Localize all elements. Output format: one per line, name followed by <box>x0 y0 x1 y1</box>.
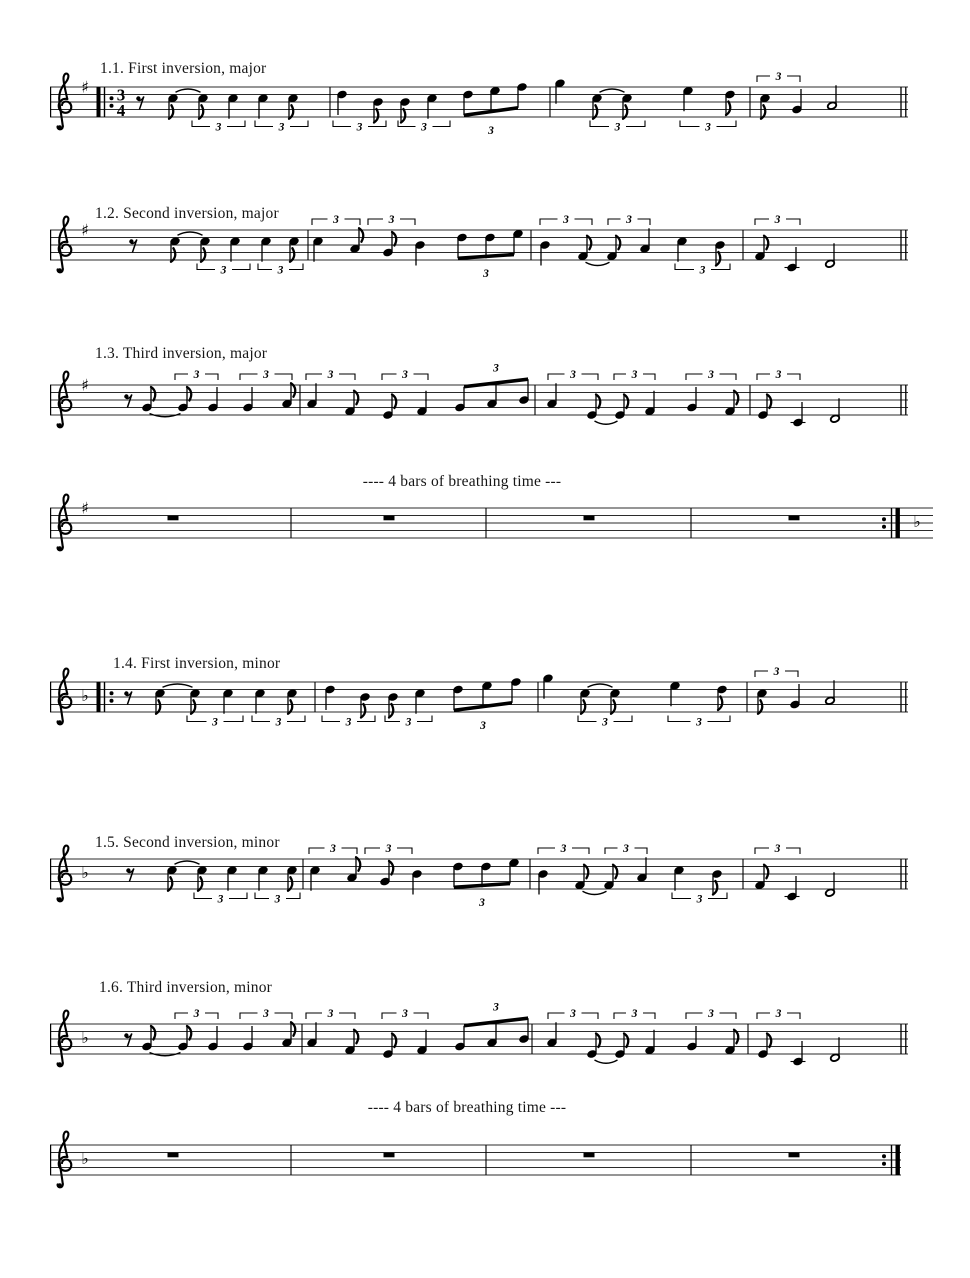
triplet-bracket <box>540 214 592 226</box>
key-signature-sharp-icon: ♯ <box>81 498 89 518</box>
note <box>830 1037 840 1062</box>
tie-arc <box>595 421 618 424</box>
system-title: 1.5. Second inversion, minor <box>95 834 280 851</box>
repeat-dot <box>882 517 886 521</box>
triplet-bracket <box>306 369 355 381</box>
note <box>178 1026 191 1051</box>
treble-clef-icon <box>58 372 72 428</box>
tie-arc <box>600 89 625 92</box>
triplet-number: 3 <box>696 716 702 729</box>
staff-system-1-2 <box>50 214 908 280</box>
whole-rest-icon <box>584 1153 595 1158</box>
triplet-number: 3 <box>699 264 706 277</box>
triplet-number: 3 <box>493 362 499 375</box>
staff-system-1-4 <box>50 666 908 732</box>
note <box>310 866 320 891</box>
triplet-number: 3 <box>570 369 576 381</box>
triplet-bracket <box>385 716 432 729</box>
triplet-bracket <box>668 716 730 729</box>
triplet-bracket <box>365 843 412 855</box>
repeat-end-thick-bar <box>896 508 900 538</box>
note <box>825 680 835 705</box>
eighth-rest-icon <box>136 96 144 109</box>
time-signature-denominator: 4 <box>116 101 126 120</box>
triplet-bracket <box>755 666 798 678</box>
note <box>725 1030 738 1055</box>
triplet-number: 3 <box>696 893 703 906</box>
note <box>715 241 725 266</box>
triplet-number: 3 <box>614 121 621 134</box>
beamed-triplet <box>455 363 529 412</box>
eighth-rest-icon <box>124 691 132 704</box>
staff-system-1-6 <box>50 1002 908 1067</box>
triplet-number: 3 <box>402 1008 408 1020</box>
note <box>400 98 410 123</box>
note <box>825 872 835 897</box>
note <box>790 684 800 709</box>
triplet-number: 3 <box>215 121 222 134</box>
eighth-rest-icon <box>124 394 132 407</box>
note <box>190 689 200 714</box>
note <box>227 866 237 891</box>
triplet-number: 3 <box>560 843 567 855</box>
repeat-dot <box>110 691 114 695</box>
note <box>282 1022 295 1047</box>
repeat-dot <box>110 104 114 108</box>
note <box>383 232 396 257</box>
triplet-bracket <box>757 1008 800 1020</box>
triplet-bracket <box>578 716 632 729</box>
triplet-bracket <box>175 1008 218 1020</box>
triplet-bracket <box>197 264 250 277</box>
triplet-number: 3 <box>483 268 489 280</box>
note <box>313 237 323 262</box>
whole-rest-icon <box>384 1153 395 1158</box>
note <box>637 857 647 882</box>
note <box>383 395 396 420</box>
note <box>417 1030 427 1055</box>
key-signature-sharp-icon: ♯ <box>81 77 89 97</box>
note <box>360 693 370 718</box>
note <box>610 689 620 714</box>
note <box>288 94 298 119</box>
repeat-start-barline <box>97 682 101 712</box>
note <box>538 870 548 895</box>
note <box>640 228 650 253</box>
note <box>830 398 840 423</box>
triplet-number: 3 <box>631 1008 638 1020</box>
note <box>622 94 632 119</box>
treble-clef-icon <box>58 846 72 902</box>
eighth-rest-icon <box>126 868 134 881</box>
note <box>725 90 735 115</box>
note <box>683 86 693 111</box>
note <box>383 1034 396 1059</box>
note <box>791 402 806 427</box>
triplet-number: 3 <box>626 214 632 226</box>
whole-rest-icon <box>168 1153 179 1158</box>
note <box>261 237 271 262</box>
system-title: 1.6. Third inversion, minor <box>99 979 273 996</box>
triplet-number: 3 <box>345 716 352 729</box>
note <box>578 236 591 261</box>
note <box>287 689 297 714</box>
note <box>687 387 697 412</box>
note <box>645 391 655 416</box>
note <box>543 674 553 699</box>
note <box>345 391 358 416</box>
key-signature-flat-icon: ♭ <box>81 1028 89 1047</box>
staff-system-1-5 <box>50 843 908 909</box>
note <box>208 387 218 412</box>
triplet-number: 3 <box>479 897 485 909</box>
note <box>645 1030 655 1055</box>
system-title: ---- 4 bars of breathing time --- <box>362 473 562 490</box>
triplet-number: 3 <box>488 125 494 137</box>
triplet-number: 3 <box>480 720 486 732</box>
triplet-number: 3 <box>775 369 782 381</box>
key-signature-sharp-icon: ♯ <box>81 375 89 395</box>
repeat-dot <box>882 525 886 529</box>
note <box>258 866 268 891</box>
triplet-bracket <box>255 121 308 134</box>
tie-arc <box>163 684 193 687</box>
note <box>785 247 800 272</box>
note <box>307 1022 317 1047</box>
note <box>200 237 210 262</box>
note <box>717 685 727 710</box>
note <box>178 387 191 412</box>
triplet-bracket <box>614 1008 655 1020</box>
note <box>792 89 802 114</box>
triplet-bracket <box>686 369 736 381</box>
triplet-number: 3 <box>274 893 281 906</box>
triplet-number: 3 <box>278 121 285 134</box>
note <box>167 866 177 891</box>
staff-system-rest-1 <box>50 495 933 551</box>
triplet-bracket <box>538 843 589 855</box>
note <box>687 1026 697 1051</box>
triplet-number: 3 <box>217 893 224 906</box>
system-title: 1.1. First inversion, major <box>100 60 267 77</box>
note <box>142 387 155 412</box>
triplet-bracket <box>755 214 800 226</box>
whole-rest-icon <box>789 516 800 521</box>
treble-clef-icon <box>58 495 72 551</box>
repeat-end-thick-bar <box>896 1145 900 1175</box>
triplet-bracket <box>240 369 292 381</box>
whole-rest-icon <box>168 516 179 521</box>
repeat-start-barline <box>97 87 101 117</box>
triplet-bracket <box>757 71 800 83</box>
triplet-number: 3 <box>385 843 392 855</box>
triplet-number: 3 <box>602 716 608 729</box>
treble-clef-icon <box>58 74 72 130</box>
note <box>347 857 360 882</box>
triplet-bracket <box>614 369 655 381</box>
triplet-bracket <box>252 716 305 729</box>
triplet-number: 3 <box>193 1008 200 1020</box>
triplet-bracket <box>755 843 800 855</box>
triplet-bracket <box>194 893 247 906</box>
triplet-bracket <box>548 1008 598 1020</box>
tie-arc <box>586 262 610 265</box>
beamed-triplet <box>453 858 519 909</box>
system-title: ---- 4 bars of breathing time --- <box>367 1099 567 1116</box>
treble-clef-icon <box>58 1132 72 1188</box>
note <box>615 395 628 420</box>
note <box>587 395 600 420</box>
triplet-number: 3 <box>193 369 200 381</box>
triplet-bracket <box>382 369 428 381</box>
system-title: 1.3. Third inversion, major <box>95 345 268 362</box>
note <box>155 689 165 714</box>
triplet-bracket <box>398 121 450 134</box>
note <box>243 387 253 412</box>
triplet-bracket <box>590 121 645 134</box>
tie-arc <box>583 891 607 894</box>
triplet-bracket <box>255 893 300 906</box>
key-signature-flat-icon: ♭ <box>81 863 89 882</box>
note <box>758 1034 771 1059</box>
triplet-number: 3 <box>333 214 339 226</box>
note <box>540 241 550 266</box>
note <box>615 1034 628 1059</box>
staff-system-1-1 <box>50 71 908 137</box>
triplet-bracket <box>258 264 303 277</box>
triplet-number: 3 <box>405 716 412 729</box>
note <box>427 94 437 119</box>
whole-rest-icon <box>384 516 395 521</box>
triplet-number: 3 <box>275 716 282 729</box>
note <box>607 236 620 261</box>
triplet-number: 3 <box>327 1008 334 1020</box>
triplet-bracket <box>368 214 415 226</box>
triplet-number: 3 <box>705 121 711 134</box>
note <box>712 870 722 895</box>
triplet-bracket <box>333 121 386 134</box>
triplet-bracket <box>312 214 360 226</box>
note <box>555 79 565 104</box>
key-signature-flat-icon: ♭ <box>81 686 89 705</box>
note <box>785 876 800 901</box>
note <box>412 870 422 895</box>
note <box>725 391 738 416</box>
courtesy-flat-icon: ♭ <box>913 512 921 531</box>
triplet-number: 3 <box>263 369 269 381</box>
note <box>282 383 295 408</box>
treble-clef-icon <box>58 217 72 273</box>
note <box>208 1026 218 1051</box>
triplet-number: 3 <box>563 214 569 226</box>
note <box>547 383 557 408</box>
note <box>415 689 425 714</box>
triplet-number: 3 <box>263 1008 269 1020</box>
note <box>758 395 771 420</box>
note <box>350 228 363 253</box>
tie-arc <box>595 1060 618 1063</box>
triplet-number: 3 <box>708 1008 714 1020</box>
beamed-triplet <box>455 1002 529 1051</box>
triplet-bracket <box>306 1008 355 1020</box>
triplet-bracket <box>672 893 727 906</box>
note <box>255 689 265 714</box>
eighth-rest-icon <box>129 239 137 252</box>
note <box>307 383 317 408</box>
triplet-number: 3 <box>220 264 227 277</box>
note <box>755 236 768 261</box>
tie-arc <box>176 89 201 92</box>
note <box>760 94 770 119</box>
system-title: 1.4. First inversion, minor <box>113 655 281 672</box>
time-signature-numerator: 3 <box>116 85 126 105</box>
triplet-number: 3 <box>493 1001 499 1014</box>
note <box>547 1022 557 1047</box>
triplet-number: 3 <box>708 369 714 381</box>
triplet-bracket <box>548 369 598 381</box>
note <box>289 237 299 262</box>
system-title: 1.2. Second inversion, major <box>95 205 279 222</box>
note <box>228 94 238 119</box>
note <box>168 94 178 119</box>
triplet-number: 3 <box>277 264 284 277</box>
triplet-number: 3 <box>330 843 336 855</box>
note <box>825 243 835 268</box>
triplet-bracket <box>608 214 650 226</box>
eighth-rest-icon <box>124 1033 132 1046</box>
triplet-bracket <box>680 121 736 134</box>
note <box>592 94 602 119</box>
whole-rest-icon <box>584 516 595 521</box>
note <box>243 1026 253 1051</box>
note <box>587 1034 600 1059</box>
note <box>575 865 588 890</box>
note <box>674 866 684 891</box>
repeat-dot <box>110 96 114 100</box>
triplet-bracket <box>322 716 375 729</box>
triplet-number: 3 <box>631 369 638 381</box>
note <box>604 865 617 890</box>
triplet-bracket <box>605 843 647 855</box>
note <box>170 237 180 262</box>
note <box>380 861 393 886</box>
repeat-dot <box>882 1154 886 1158</box>
note <box>325 685 335 710</box>
note <box>670 681 680 706</box>
triplet-number: 3 <box>212 716 218 729</box>
note <box>415 241 425 266</box>
note <box>388 693 398 718</box>
tie-arc <box>588 684 613 687</box>
tie-arc <box>175 861 200 864</box>
note <box>142 1026 155 1051</box>
whole-rest-icon <box>789 1153 800 1158</box>
triplet-number: 3 <box>402 369 408 381</box>
note <box>337 90 347 115</box>
note <box>345 1030 358 1055</box>
triplet-bracket <box>187 716 243 729</box>
triplet-number: 3 <box>327 369 334 381</box>
triplet-number: 3 <box>623 843 629 855</box>
key-signature-flat-icon: ♭ <box>81 1149 89 1168</box>
triplet-bracket <box>175 369 218 381</box>
note <box>197 866 207 891</box>
triplet-bracket <box>675 264 730 277</box>
triplet-bracket <box>757 369 800 381</box>
triplet-bracket <box>686 1008 736 1020</box>
treble-clef-icon <box>58 669 72 725</box>
note <box>677 237 687 262</box>
triplet-number: 3 <box>356 121 363 134</box>
note <box>223 689 233 714</box>
triplet-number: 3 <box>775 71 782 83</box>
triplet-number: 3 <box>388 214 395 226</box>
note <box>757 689 767 714</box>
triplet-bracket <box>240 1008 292 1020</box>
triplet-number: 3 <box>421 121 427 134</box>
repeat-dot <box>882 1162 886 1166</box>
triplet-number: 3 <box>774 843 781 855</box>
triplet-bracket <box>309 843 357 855</box>
note <box>417 391 427 416</box>
triplet-number: 3 <box>773 666 780 678</box>
beamed-triplet <box>457 229 523 280</box>
staff-system-rest-2 <box>50 1132 901 1188</box>
tie-arc <box>178 232 203 235</box>
note <box>230 237 240 262</box>
note <box>287 866 297 891</box>
triplet-bracket <box>382 1008 428 1020</box>
triplet-bracket <box>192 121 245 134</box>
treble-clef-icon <box>58 1011 72 1067</box>
triplet-number: 3 <box>775 1008 782 1020</box>
triplet-number: 3 <box>774 214 781 226</box>
note <box>580 689 590 714</box>
triplet-number: 3 <box>570 1008 576 1020</box>
note <box>373 98 383 123</box>
staff-system-1-3 <box>50 363 908 428</box>
note <box>827 85 837 110</box>
note <box>258 94 268 119</box>
key-signature-sharp-icon: ♯ <box>81 220 89 240</box>
repeat-dot <box>110 699 114 703</box>
note <box>755 865 768 890</box>
note <box>791 1041 806 1066</box>
note <box>198 94 208 119</box>
